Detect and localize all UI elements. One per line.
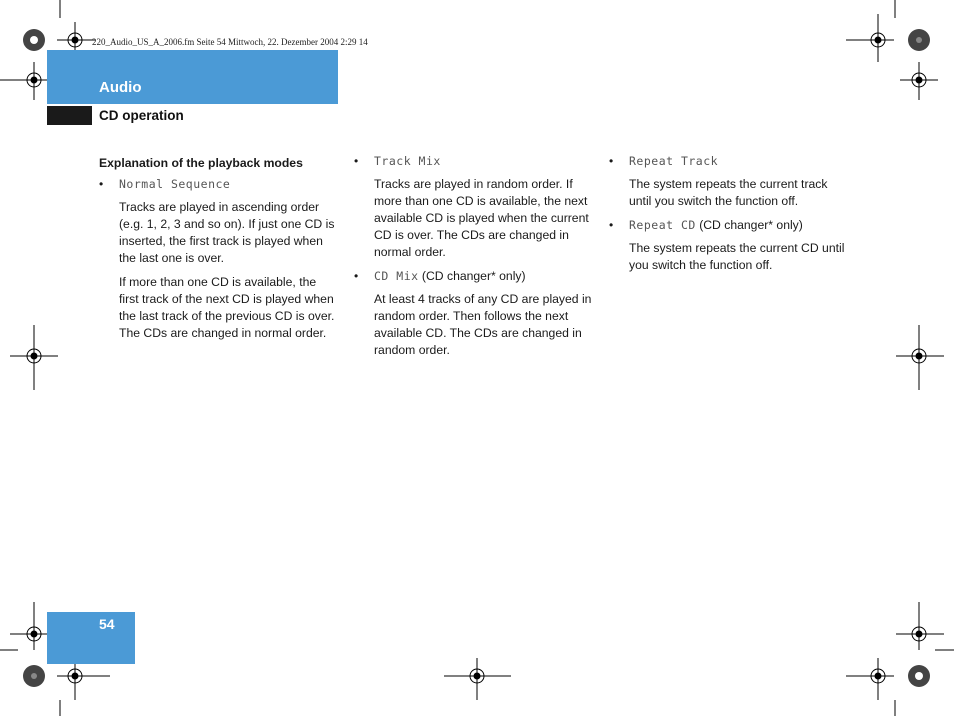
subsection-title: CD operation [99, 108, 184, 123]
mode-label-track-mix: Track Mix [374, 154, 441, 168]
list-item [609, 217, 849, 234]
crosshair-icon [846, 658, 895, 716]
print-file-info: 220_Audio_US_A_2006.fm Seite 54 Mittwoch, 22. Dezember 2004 2:29 14 [92, 37, 368, 47]
bullet: • [99, 177, 104, 191]
paragraph: If more than one CD is available, the first track of the next CD is played when the last track of the previous CD is over. The CDs are changed in normal order. [119, 275, 335, 340]
starburst-mark-icon [23, 665, 45, 687]
page-number-box [47, 612, 135, 664]
content-column-3 [609, 153, 849, 281]
bullet: • [609, 218, 614, 232]
playback-modes-heading: Explanation of the playback modes [99, 156, 303, 170]
crosshair-icon [896, 325, 944, 390]
starburst-mark-icon [23, 29, 45, 51]
crosshair-icon [57, 658, 110, 716]
content-column-2 [354, 153, 594, 366]
paragraph: Tracks are played in random order. If more than one CD is available, the next available CD is played when the current CD is over. The CDs are changed in normal order. [374, 177, 589, 259]
mode-label-cd-mix: CD Mix [374, 269, 419, 283]
page-number: 54 [99, 616, 115, 632]
mode-label-repeat-track: Repeat Track [629, 154, 719, 168]
list-item [99, 176, 339, 193]
crosshair-icon [896, 602, 954, 650]
paragraph: The system repeats the current CD until you switch the function off. [629, 241, 845, 272]
paragraph: At least 4 tracks of any CD are played in random order. Then follows the next available CD. The CDs are changed in random order. [374, 292, 592, 357]
subsection-marker [47, 106, 92, 125]
bullet: • [354, 154, 359, 168]
crosshair-icon [10, 325, 58, 390]
list-item [354, 268, 594, 285]
bullet: • [354, 269, 359, 283]
starburst-mark-icon [908, 29, 930, 51]
crosshair-icon [846, 0, 895, 62]
mode-note: (CD changer* only) [418, 269, 526, 283]
crosshair-icon [900, 62, 938, 100]
list-item [609, 153, 849, 170]
starburst-mark-icon [908, 665, 930, 687]
mode-label-repeat-cd: Repeat CD [629, 218, 696, 232]
section-title: Audio [99, 79, 142, 96]
paragraph: The system repeats the current track until you switch the function off. [629, 177, 828, 208]
section-header-bar [47, 50, 338, 104]
mode-label-normal-sequence: Normal Sequence [119, 177, 231, 191]
paragraph: Tracks are played in ascending order (e.g. 1, 2, 3 and so on). If just one CD is inserted, the first track is played when the last one is over. [119, 200, 335, 265]
list-item [354, 153, 594, 170]
bullet: • [609, 154, 614, 168]
mode-note: (CD changer* only) [695, 218, 803, 232]
crosshair-icon [444, 658, 511, 700]
content-column-1 [99, 155, 339, 349]
